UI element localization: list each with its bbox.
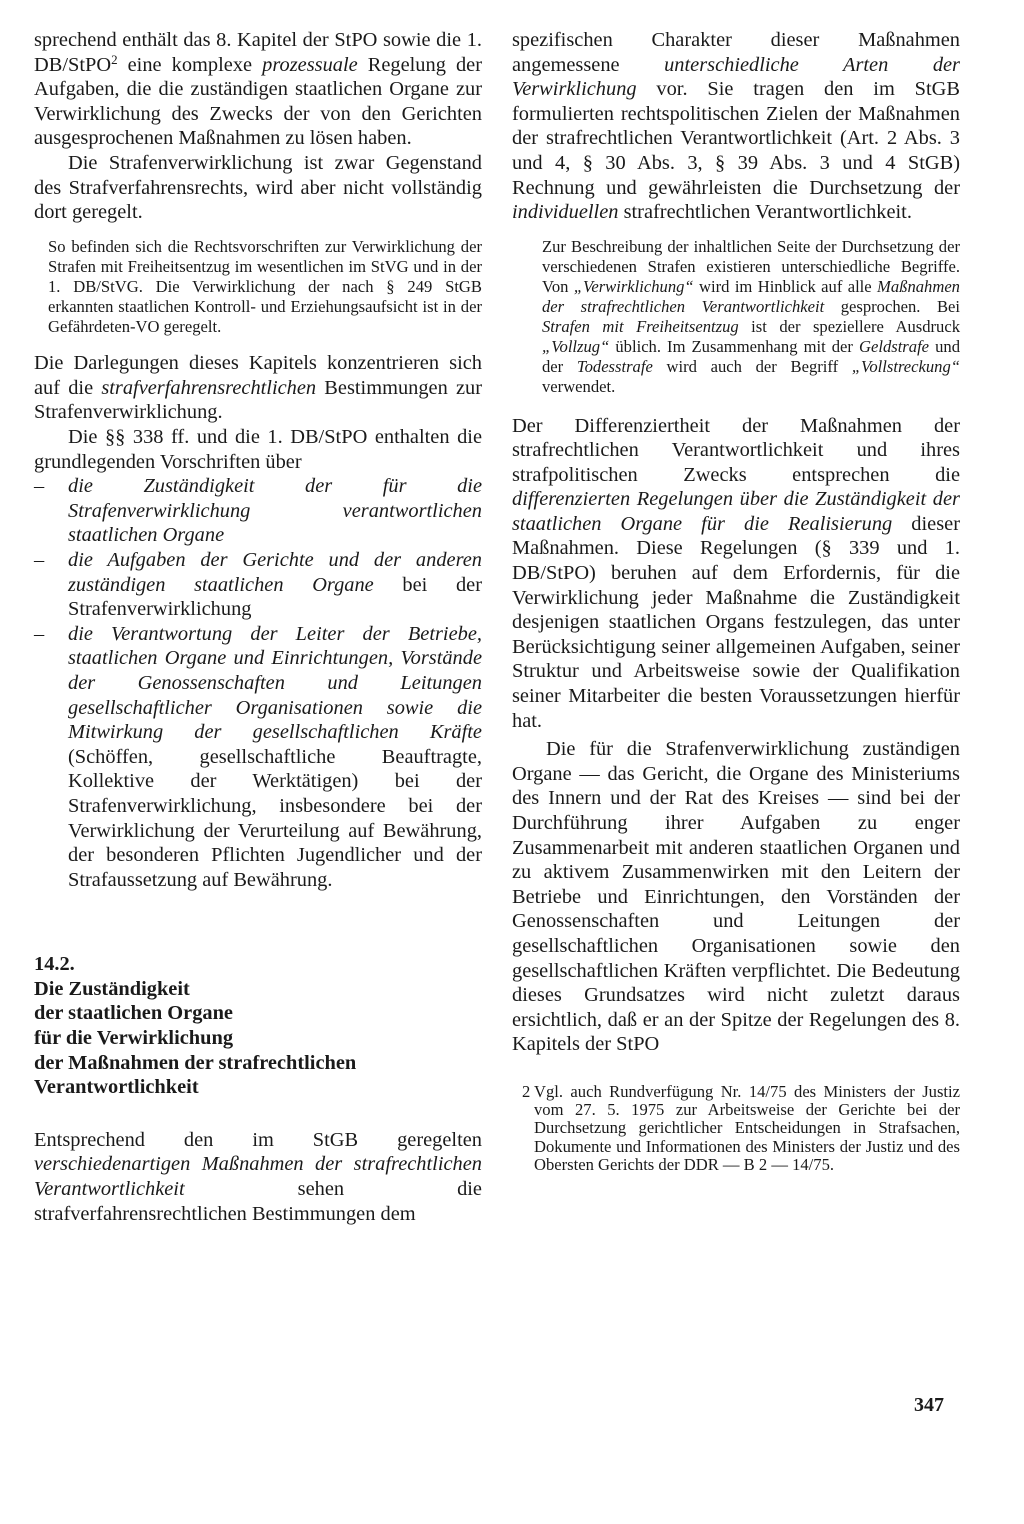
left-column: [34, 28, 482, 1226]
paragraph-zustaendige-organe: Die für die Strafenverwirklichung zuständigen Organe — das Gericht, die Organe des Ministeriums des Innern und der Rat des Kreises — sind bei der Durchführung ihrer Aufgaben zu enger Zusammenarbeit mit anderen staatlichen Organen und zu aktivem Zusammenwirken mit den Leitern der Betriebe und Einrichtungen, den Vorständen der Genossenschaften und Leitungen der gesellschaftlichen Organisationen sowie den gesellschaftlichen Kräften verpflichtet. Die Bedeutung dieses Grundsatzes wird nicht zuletzt daraus ersichtlich, daß er an der Spitze der Regelungen des 8. Kapitels der StPO: [512, 738, 960, 1056]
paragraph-charakter: spezifischen Charakter dieser Maßnahmen angemessene unterschiedliche Arten der Verwirklichung vor. Sie tragen den im StGB formulierten rechtspolitischen Zielen der Maßnahmen der strafrechtlichen Verantwortlichkeit (Art. 2 Abs. 3 und 4, § 30 Abs. 3, § 39 Abs. 3 und 4 StGB) Rechnung und gewährleisten die Durchsetzung der individuellen strafrechtlichen Verantwortlichkeit.: [512, 29, 960, 224]
section-heading: 14.2. Die Zuständigkeit der staatlichen Organe für die Verwirklichung der Maßnahmen der strafrechtlichen Verantwortlichkeit: [34, 953, 357, 1099]
footnote-reference[interactable]: 2: [111, 51, 118, 67]
list-item: – die Zuständigkeit der für die Strafenverwirklichung verantwortlichen staatlichen Organe: [34, 475, 482, 547]
right-column: [512, 28, 960, 1174]
paragraph-darlegungen: Die Darlegungen dieses Kapitels konzentrieren sich auf die strafverfahrensrechtlichen Bestimmungen zur Strafenverwirklichung.: [34, 352, 482, 424]
note-begriffe: Zur Beschreibung der inhaltlichen Seite der Durchsetzung der verschiedenen Strafen existieren unterschiedliche Begriffe. Von „Verwirklichung“ wird im Hinblick auf alle Maßnahmen der strafrechtlichen Verantwortlichkeit gesprochen. Bei Strafen mit Freiheitsentzug ist der speziellere Ausdruck „Vollzug“ üblich. Im Zusammenhang mit der Geldstrafe und der Todesstrafe wird auch der Begriff „Vollstreckung“ verwendet.: [542, 236, 960, 397]
footnote: [512, 1083, 960, 1174]
footnote-text: Vgl. auch Rundverfügung Nr. 14/75 des Ministers der Justiz vom 27. 5. 1975 zur Arbeitsweise der Gerichte bei der Durchsetzung gerichtlicher Entscheidungen in Strafsachen, Dokumente und Informationen des Ministers der Justiz und des Obersten Gerichts der DDR — B 2 — 14/75.: [534, 1081, 960, 1174]
paragraph-strafenverwirklichung: Die Strafenverwirklichung ist zwar Gegenstand des Strafverfahrensrechts, wird aber nicht vollständig dort geregelt.: [34, 151, 482, 224]
list-item: – die Verantwortung der Leiter der Betriebe, staatlichen Organe und Einrichtungen, Vorstände der Genossenschaften und Leitungen gesellschaftlicher Organisationen sowie die Mitwirkung der gesellschaftlichen Kräfte (Schöffen, gesellschaftliche Beauftragte, Kollektive der Werktätigen) bei der Strafenverwirklichung, insbesondere bei der Verwirklichung der Verurteilung auf Bewährung, der besonderen Pflichten Jugendlicher und der Strafaussetzung auf Bewährung.: [34, 622, 482, 891]
provisions-list: [34, 474, 482, 892]
footnote-number: 2: [522, 1081, 531, 1101]
paragraph-differenziertheit: Der Differenziertheit der Maßnahmen der strafrechtlichen Verantwortlichkeit und ihres strafpolitischen Zwecks entsprechen die differenzierten Regelungen über die Zuständigkeit der staatlichen Organe für die Realisierung dieser Maßnahmen. Diese Regelungen (§ 339 und 1. DB/StPO) beruhen auf dem Erfordernis, für die Verwirklichung jeder Maßnahme die Zuständigkeit desjenigen staatlichen Organs festzulegen, das unter Berücksichtigung seiner allgemeinen Aufgaben, seiner Struktur und Arbeitsweise sowie der Qualifikation seiner Mitarbeiter die besten Voraussetzungen hierfür hat.: [512, 414, 960, 732]
page-number: 347: [914, 1394, 944, 1416]
paragraph-entsprechend: Entsprechend den im StGB geregelten verschiedenartigen Maßnahmen der strafrechtlichen Verantwortlichkeit sehen die strafverfahrensrechtlichen Bestimmungen dem: [34, 1128, 482, 1225]
paragraph-vorschriften: Die §§ 338 ff. und die 1. DB/StPO enthalten die grundlegenden Vorschriften über: [34, 426, 482, 473]
list-item: – die Aufgaben der Gerichte und der anderen zuständigen staatlichen Organe bei der Strafenverwirklichung: [34, 548, 482, 621]
paragraph-intro: sprechend enthält das 8. Kapitel der StPO sowie die 1. DB/StPO$^2$ eine komplexe prozessuale Regelung der Aufgaben, die die zuständigen staatlichen Organe zur Verwirklichung des Zwecks der von den Gerichten ausgesprochenen Maßnahmen zu lösen haben.: [34, 29, 482, 150]
note-rechtsvorschriften: So befinden sich die Rechtsvorschriften zur Verwirklichung der Strafen mit Freiheitsentzug im wesentlichen im StVG und in der 1. DB/StVG. Die Verwirklichung der nach § 249 StGB erkannten staatlichen Kontroll- und Erziehungsaufsicht ist in der Gefährdeten-VO geregelt.: [48, 236, 482, 337]
